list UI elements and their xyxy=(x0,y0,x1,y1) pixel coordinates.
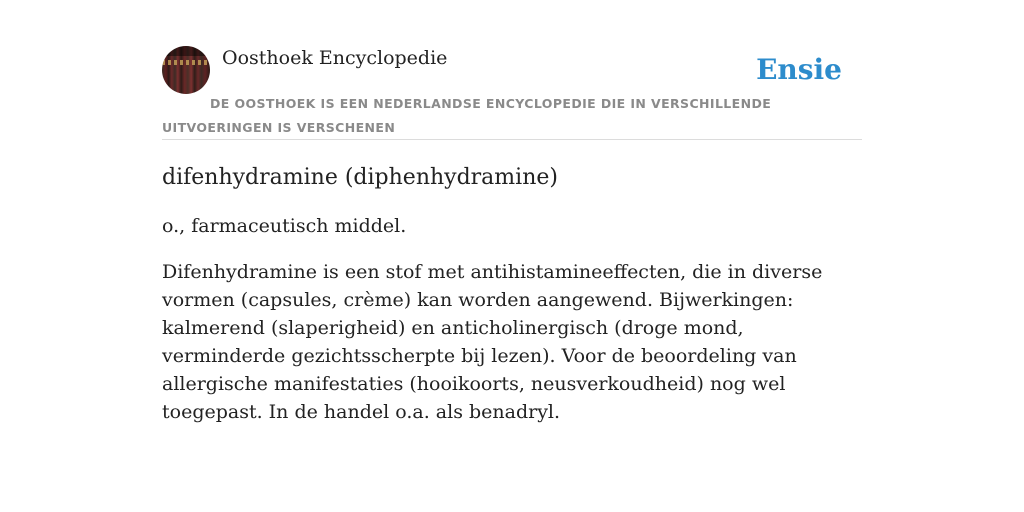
ensie-logo-link[interactable]: Ensie xyxy=(756,53,842,86)
site-tagline: DE OOSTHOEK IS EEN NEDERLANDSE ENCYCLOPEDIE DIE IN VERSCHILLENDE UITVOERINGEN IS VERSCHENEN xyxy=(162,96,772,135)
entry-title: difenhydramine (diphenhydramine) xyxy=(162,165,558,190)
site-header xyxy=(162,46,862,140)
entry-body: Difenhydramine is een stof met antihistamineeffecten, die in diverse vormen (capsules, crème) kan worden aangewend. Bijwerkingen: kalmerend (slaperigheid) en anticholinergisch (droge mond, verminderde gezichtsscherpte bij lezen). Voor de beoordeling van allergische manifestaties (hooikoorts, neusverkoudheid) nog wel toegepast. In de handel o.a. als benadryl. xyxy=(162,261,823,423)
entry-content xyxy=(162,160,862,426)
site-name-link[interactable]: Oosthoek Encyclopedie xyxy=(222,47,448,69)
encyclopedia-books-icon[interactable] xyxy=(162,46,210,94)
entry-short-definition: o., farmaceutisch middel. xyxy=(162,215,407,237)
